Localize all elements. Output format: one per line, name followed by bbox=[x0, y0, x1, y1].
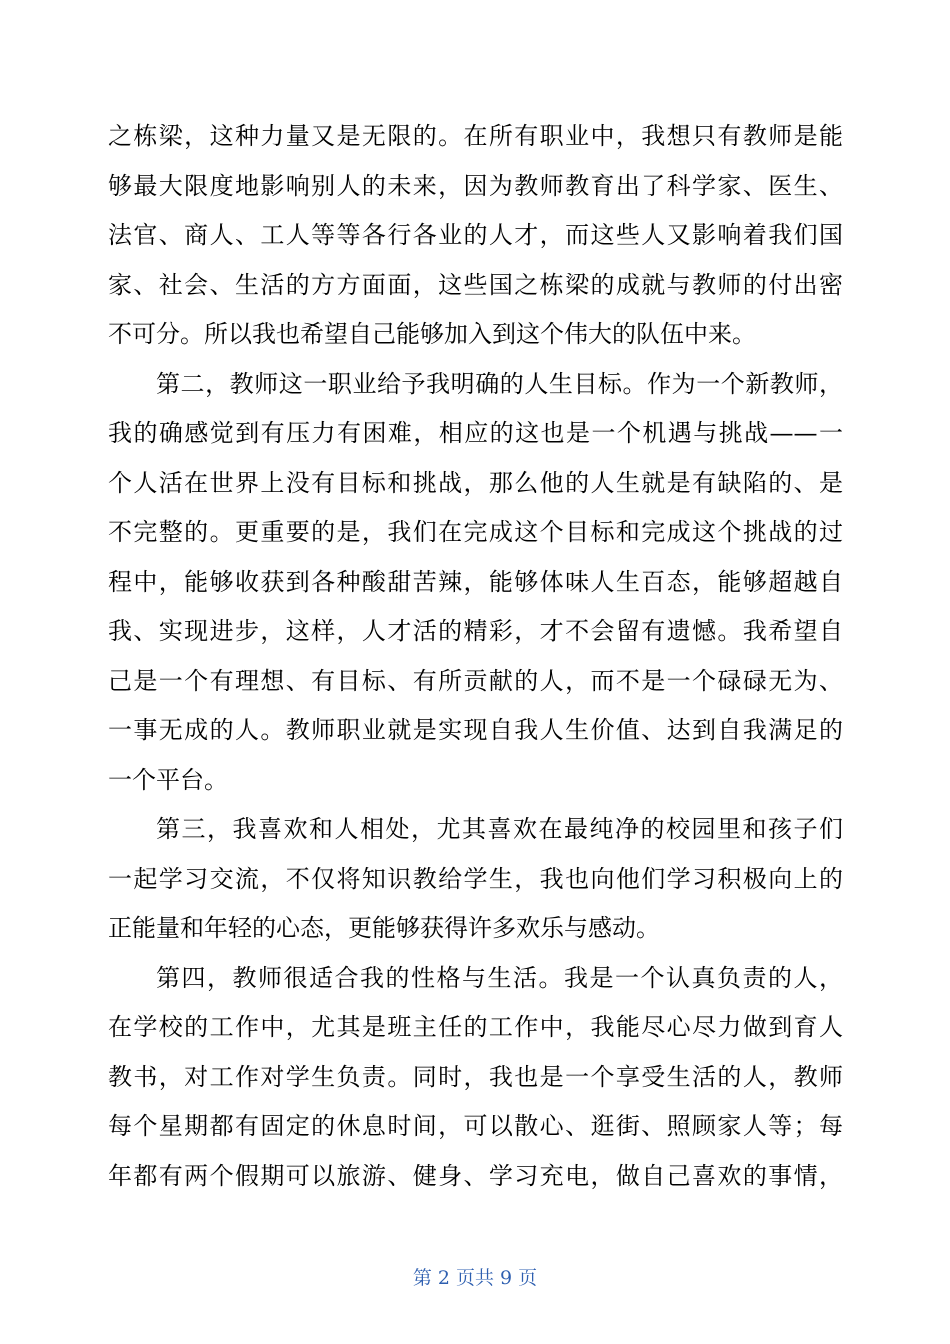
text-line: 之栋梁，这种力量又是无限的。在所有职业中，我想只有教师是能 bbox=[108, 122, 843, 150]
text-line: 一事无成的人。教师职业就是实现自我人生价值、达到自我满足的 bbox=[108, 716, 843, 744]
text-line: 在学校的工作中，尤其是班主任的工作中，我能尽心尽力做到育人 bbox=[108, 1013, 843, 1041]
text-line: 不可分。所以我也希望自己能够加入到这个伟大的队伍中来。 bbox=[108, 320, 756, 348]
text-line: 第三，我喜欢和人相处，尤其喜欢在最纯净的校园里和孩子们 bbox=[156, 815, 843, 843]
text-line: 一个平台。 bbox=[108, 765, 228, 794]
text-line: 法官、商人、工人等等各行各业的人才，而这些人又影响着我们国 bbox=[108, 221, 843, 249]
text-line: 正能量和年轻的心态，更能够获得许多欢乐与感动。 bbox=[108, 914, 660, 942]
text-line: 我的确感觉到有压力有困难，相应的这也是一个机遇与挑战——一 bbox=[108, 419, 843, 447]
text-line: 够最大限度地影响别人的未来，因为教师教育出了科学家、医生、 bbox=[108, 171, 843, 200]
paragraph bbox=[108, 360, 843, 806]
paragraph bbox=[108, 112, 843, 360]
text-line: 年都有两个假期可以旅游、健身、学习充电，做自己喜欢的事情， bbox=[108, 1161, 843, 1190]
text-line: 一起学习交流，不仅将知识教给学生，我也向他们学习积极向上的 bbox=[108, 864, 843, 893]
text-line: 我、实现进步，这样，人才活的精彩，才不会留有遗憾。我希望自 bbox=[108, 617, 843, 645]
text-line: 程中，能够收获到各种酸甜苦辣，能够体味人生百态，能够超越自 bbox=[108, 567, 843, 596]
paragraph bbox=[108, 954, 843, 1202]
text-line: 第四，教师很适合我的性格与生活。我是一个认真负责的人， bbox=[156, 963, 843, 992]
text-line: 己是一个有理想、有目标、有所贡献的人，而不是一个碌碌无为、 bbox=[108, 666, 843, 695]
text-line: 家、社会、生活的方方面面，这些国之栋梁的成就与教师的付出密 bbox=[108, 270, 843, 299]
text-line: 不完整的。更重要的是，我们在完成这个目标和完成这个挑战的过 bbox=[108, 518, 843, 546]
text-line: 每个星期都有固定的休息时间，可以散心、逛街、照顾家人等；每 bbox=[108, 1112, 843, 1140]
text-line: 个人活在世界上没有目标和挑战，那么他的人生就是有缺陷的、是 bbox=[108, 468, 843, 497]
document-body bbox=[108, 112, 843, 1201]
text-line: 教书，对工作对学生负责。同时，我也是一个享受生活的人，教师 bbox=[108, 1062, 843, 1091]
page-number-footer: 第 2 页共 9 页 bbox=[412, 1267, 538, 1289]
paragraph bbox=[108, 805, 843, 954]
text-line: 第二，教师这一职业给予我明确的人生目标。作为一个新教师， bbox=[156, 369, 843, 398]
